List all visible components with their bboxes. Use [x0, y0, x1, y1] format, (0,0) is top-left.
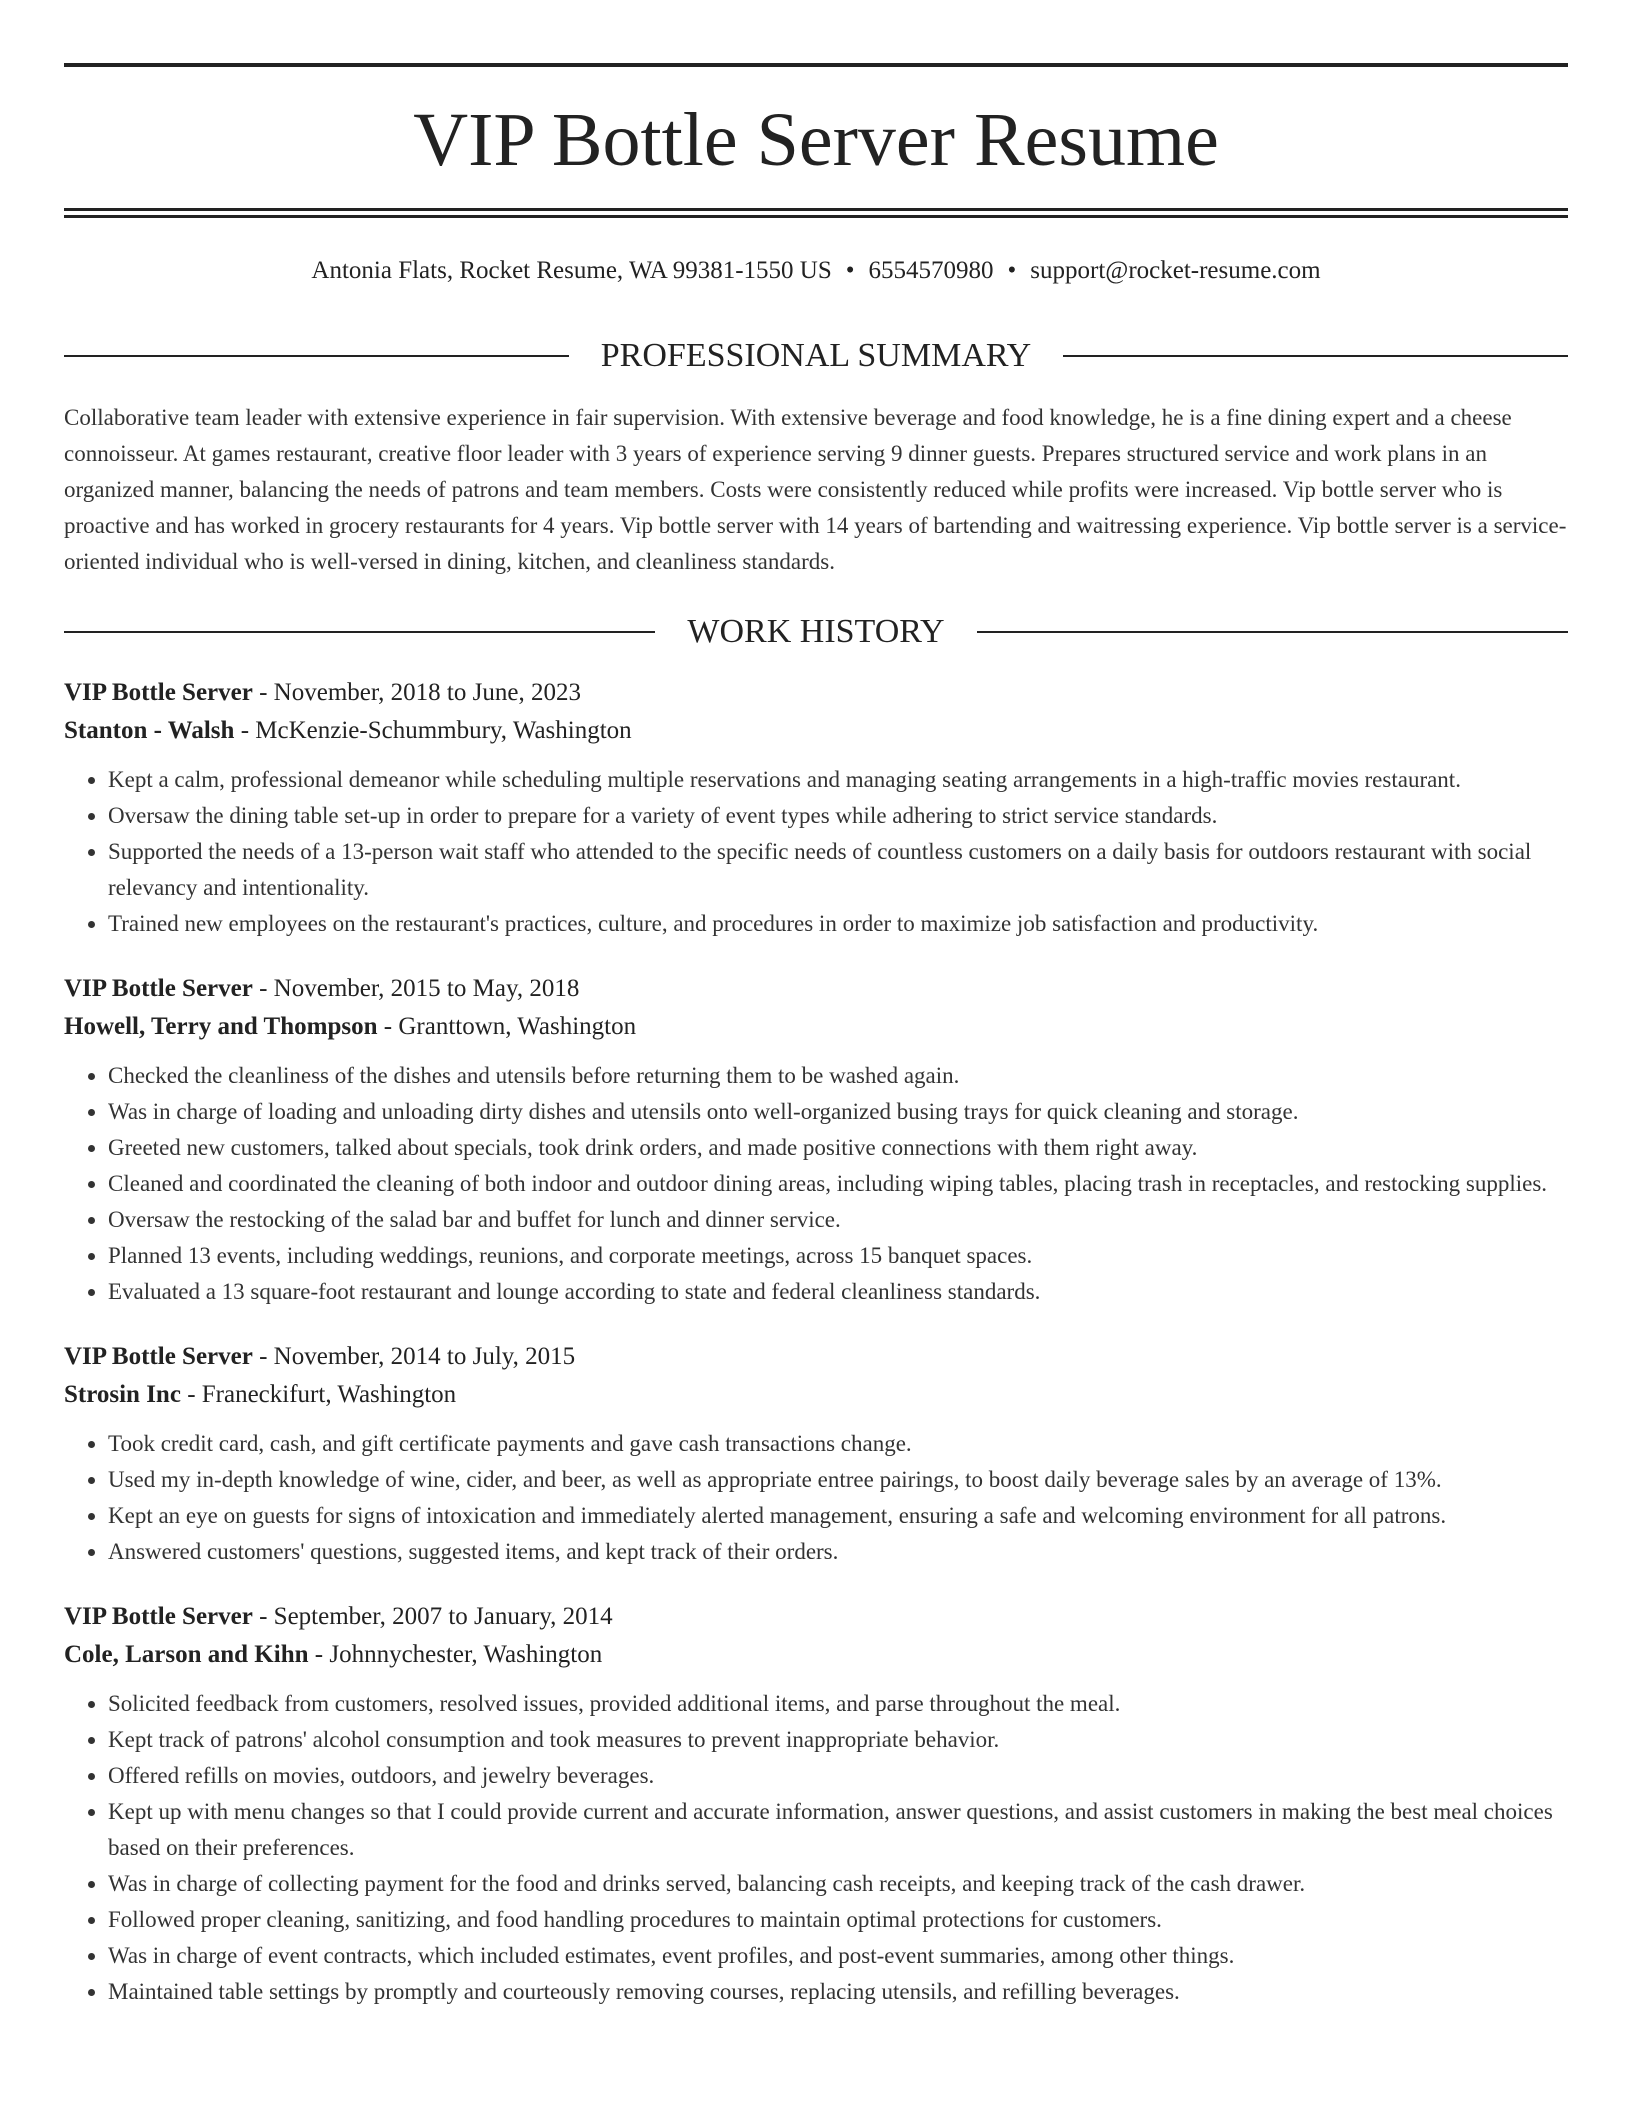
- job-entry: [64, 1338, 1568, 1570]
- job-bullet: • Maintained table settings by promptly and courteously removing courses, replacing utensils, and refilling beverages.: [108, 1974, 1568, 2010]
- job-location: - Johnnychester, Washington: [308, 1641, 603, 1668]
- job-dates: - November, 2015 to May, 2018: [252, 975, 580, 1002]
- job-location: - Granttown, Washington: [377, 1013, 637, 1040]
- job-title: VIP Bottle Server: [64, 975, 253, 1002]
- job-bullet: • Followed proper cleaning, sanitizing, and food handling procedures to maintain optimal protections for customers.: [108, 1902, 1568, 1938]
- job-bullet-list: [64, 762, 1568, 942]
- job-title: VIP Bottle Server: [64, 1343, 253, 1370]
- job-bullet: • Kept a calm, professional demeanor while scheduling multiple reservations and managing seating arrangements in a high-traffic movies restaurant.: [108, 762, 1568, 798]
- job-bullet: • Offered refills on movies, outdoors, and jewelry beverages.: [108, 1758, 1568, 1794]
- job-company: Howell, Terry and Thompson: [64, 1013, 378, 1040]
- heading-rule-right: [1063, 355, 1568, 357]
- work-history-heading: [64, 610, 1568, 654]
- job-dates: - November, 2014 to July, 2015: [252, 1343, 576, 1370]
- job-title: VIP Bottle Server: [64, 679, 253, 706]
- job-bullet: • Was in charge of event contracts, which included estimates, event profiles, and post-event summaries, among other things.: [108, 1938, 1568, 1974]
- job-bullet: • Solicited feedback from customers, resolved issues, provided additional items, and parse throughout the meal.: [108, 1686, 1568, 1722]
- summary-heading: [64, 334, 1568, 378]
- job-dates: - September, 2007 to January, 2014: [252, 1603, 613, 1630]
- job-entry: [64, 970, 1568, 1310]
- job-bullet: • Greeted new customers, talked about specials, took drink orders, and made positive connections with them right away.: [108, 1130, 1568, 1166]
- job-bullet: • Kept up with menu changes so that I could provide current and accurate information, answer questions, and assist customers in making the best meal choices based on their preferences.: [108, 1794, 1568, 1866]
- job-bullet: • Used my in-depth knowledge of wine, cider, and beer, as well as appropriate entree pairings, to boost daily beverage sales by an average of 13%.: [108, 1462, 1568, 1498]
- contact-phone: 6554570980: [868, 257, 994, 284]
- contact-separator: •: [1007, 257, 1017, 284]
- job-bullet: • Kept an eye on guests for signs of intoxication and immediately alerted management, ensuring a safe and welcoming environment for all patrons.: [108, 1498, 1568, 1534]
- work-history-heading-label: WORK HISTORY: [687, 613, 945, 650]
- contact-address: Antonia Flats, Rocket Resume, WA 99381-1550 US: [311, 257, 832, 284]
- job-bullet: • Was in charge of collecting payment for the food and drinks served, balancing cash receipts, and keeping track of the cash drawer.: [108, 1866, 1568, 1902]
- job-bullet: • Evaluated a 13 square-foot restaurant and lounge according to state and federal cleanliness standards.: [108, 1274, 1568, 1310]
- job-bullet: • Kept track of patrons' alcohol consumption and took measures to prevent inappropriate behavior.: [108, 1722, 1568, 1758]
- contact-line: [64, 254, 1568, 288]
- contact-email[interactable]: support@rocket-resume.com: [1030, 257, 1321, 284]
- job-bullet-list: [64, 1426, 1568, 1570]
- job-bullet: • Answered customers' questions, suggested items, and kept track of their orders.: [108, 1534, 1568, 1570]
- job-bullet: • Checked the cleanliness of the dishes and utensils before returning them to be washed again.: [108, 1058, 1568, 1094]
- job-title: VIP Bottle Server: [64, 1603, 253, 1630]
- heading-rule-left: [64, 355, 569, 357]
- job-bullet-list: [64, 1058, 1568, 1310]
- job-entry: [64, 674, 1568, 942]
- job-company: Stanton - Walsh: [64, 717, 235, 744]
- job-bullet: • Supported the needs of a 13-person wait staff who attended to the specific needs of countless customers on a daily basis for outdoors restaurant with social relevancy and intentionality.: [108, 834, 1568, 906]
- job-title-line: [64, 1598, 1568, 1636]
- job-bullet: • Oversaw the restocking of the salad bar and buffet for lunch and dinner service.: [108, 1202, 1568, 1238]
- job-bullet-list: [64, 1686, 1568, 2010]
- top-rule: [64, 63, 1568, 67]
- job-location: - Franeckifurt, Washington: [180, 1381, 457, 1408]
- job-bullet: • Planned 13 events, including weddings, reunions, and corporate meetings, across 15 banquet spaces.: [108, 1238, 1568, 1274]
- job-bullet: • Was in charge of loading and unloading dirty dishes and utensils onto well-organized busing trays for quick cleaning and storage.: [108, 1094, 1568, 1130]
- job-bullet: • Took credit card, cash, and gift certificate payments and gave cash transactions change.: [108, 1426, 1568, 1462]
- job-entry: [64, 1598, 1568, 2010]
- job-title-line: [64, 1338, 1568, 1376]
- job-company-line: [64, 1636, 1568, 1674]
- summary-text: Collaborative team leader with extensive experience in fair supervision. With extensive beverage and food knowledge, he is a fine dining expert and a cheese connoisseur. At games restaurant, creative floor leader with 3 years of experience serving 9 dinner guests. Prepares structured service and work plans in an organized manner, balancing the needs of patrons and team members. Costs were consistently reduced while profits were increased. Vip bottle server who is proactive and has worked in grocery restaurants for 4 years. Vip bottle server with 14 years of bartending and waitressing experience. Vip bottle server is a service-oriented individual who is well-versed in dining, kitchen, and cleanliness standards.: [64, 405, 1567, 574]
- job-title-line: [64, 674, 1568, 712]
- job-company-line: [64, 712, 1568, 750]
- job-company: Cole, Larson and Kihn: [64, 1641, 309, 1668]
- work-history-list: [64, 674, 1568, 2038]
- contact-separator: •: [845, 257, 855, 284]
- job-location: - McKenzie-Schummbury, Washington: [234, 717, 632, 744]
- job-company: Strosin Inc: [64, 1381, 181, 1408]
- summary-heading-label: PROFESSIONAL SUMMARY: [600, 337, 1032, 374]
- job-company-line: [64, 1008, 1568, 1046]
- job-company-line: [64, 1376, 1568, 1414]
- job-dates: - November, 2018 to June, 2023: [252, 679, 581, 706]
- resume-title: VIP Bottle Server Resume: [413, 98, 1219, 182]
- title-double-rule: [64, 208, 1568, 218]
- job-bullet: • Trained new employees on the restaurant's practices, culture, and procedures in order to maximize job satisfaction and productivity.: [108, 906, 1568, 942]
- job-bullet: • Oversaw the dining table set-up in order to prepare for a variety of event types while adhering to strict service standards.: [108, 798, 1568, 834]
- job-bullet: • Cleaned and coordinated the cleaning of both indoor and outdoor dining areas, including wiping tables, placing trash in receptacles, and restocking supplies.: [108, 1166, 1568, 1202]
- job-title-line: [64, 970, 1568, 1008]
- heading-rule-left: [64, 631, 655, 633]
- heading-rule-right: [977, 631, 1568, 633]
